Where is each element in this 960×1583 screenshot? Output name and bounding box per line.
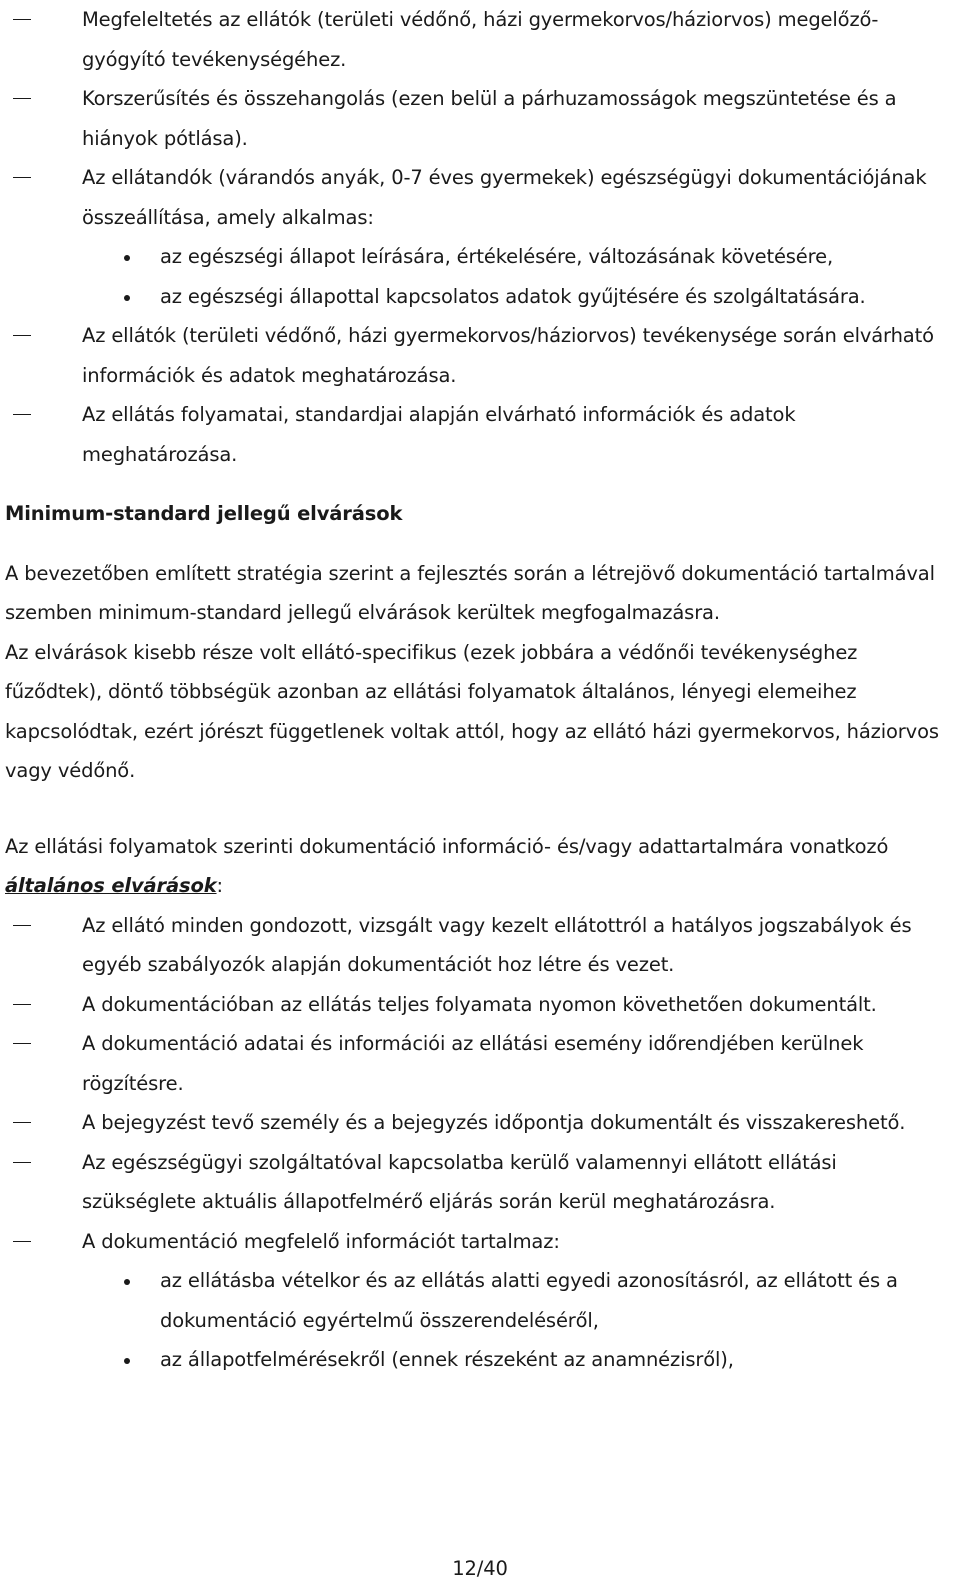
dash-marker — [13, 925, 31, 926]
dash-marker — [13, 1043, 31, 1044]
dash-marker — [13, 1162, 31, 1163]
dash-marker — [13, 19, 31, 20]
document-page — [5, 0, 951, 1380]
dash-marker — [13, 98, 31, 99]
bullet-item-text: az egészségi állapot leírására, értékelésére, változásának követésére, — [160, 245, 833, 268]
list-item — [5, 79, 951, 158]
emphasized-text: általános elvárások — [5, 874, 217, 897]
list-item-text: Az ellátók (területi védőnő, házi gyermekorvos/háziorvos) tevékenysége során elvárható információk és adatok meghatározása. — [82, 324, 934, 387]
dash-marker — [13, 1241, 31, 1242]
sub-bullet-list — [5, 1261, 951, 1380]
list-item — [5, 906, 951, 985]
dash-marker — [13, 414, 31, 415]
list-item — [5, 1103, 951, 1143]
top-list — [5, 0, 951, 474]
bullet-item-text: az egészségi állapottal kapcsolatos adatok gyűjtésére és szolgáltatására. — [160, 284, 866, 308]
bullet-item — [5, 1340, 951, 1380]
list-item-text: Az ellátó minden gondozott, vizsgált vagy kezelt ellátottról a hatályos jogszabályok és egyéb szabályozók alapján dokumentációt hoz létre és vezet. — [82, 913, 912, 976]
dash-marker — [13, 335, 31, 336]
list-item-text: Az ellátás folyamatai, standardjai alapján elvárható információk és adatok meghatározása. — [82, 403, 796, 466]
bullet-item — [5, 1261, 951, 1340]
bullet-item — [5, 277, 951, 317]
dash-marker — [13, 1004, 31, 1005]
list-item — [5, 158, 951, 237]
list-item-text: Korszerűsítés és összehangolás (ezen belül a párhuzamosságok megszüntetése és a hiányok pótlása). — [82, 87, 897, 150]
bottom-list — [5, 906, 951, 1380]
page-number: 12/40 — [452, 1557, 508, 1580]
list-item-text: A dokumentáció megfelelő információt tartalmaz: — [82, 1229, 560, 1253]
list-item — [5, 1024, 951, 1103]
paragraph-text: Az ellátási folyamatok szerinti dokumentáció információ- és/vagy adattartalmára vonatkozó — [5, 834, 889, 858]
list-item-text: A dokumentációban az ellátás teljes folyamata nyomon követhetően dokumentált. — [82, 992, 877, 1016]
bullet-item — [5, 237, 951, 277]
list-item-text: Az ellátandók (várandós anyák, 0-7 éves gyermekek) egészségügyi dokumentációjának összeállítása, amely alkalmas: — [82, 166, 927, 229]
list-item-text: Megfeleltetés az ellátók (területi védőnő, házi gyermekorvos/háziorvos) megelőző-gyógyító tevékenységéhez. — [82, 8, 879, 71]
bullet-marker — [124, 1358, 130, 1364]
list-item — [5, 0, 951, 79]
list-item-text: A dokumentáció adatai és információi az ellátási esemény időrendjében kerülnek rögzítésre. — [82, 1032, 864, 1095]
bullet-item-text: az ellátásba vételkor és az ellátás alatti egyedi azonosításról, az ellátott és a dokumentáció egyértelmű összerendeléséről, — [160, 1269, 898, 1332]
bullet-marker — [124, 255, 130, 261]
list-item — [5, 1222, 951, 1262]
list-item — [5, 395, 951, 474]
dash-marker — [13, 177, 31, 178]
section-heading: Minimum-standard jellegű elvárások — [5, 502, 403, 525]
bullet-marker — [124, 295, 130, 301]
bullet-marker — [124, 1279, 130, 1285]
dash-marker — [13, 1122, 31, 1123]
list-item-text: A bejegyzést tevő személy és a bejegyzés időpontja dokumentált és visszakereshető. — [82, 1111, 906, 1134]
paragraph-text: : — [216, 874, 223, 897]
list-item — [5, 1143, 951, 1222]
sub-bullet-list — [5, 237, 951, 316]
list-item-text: Az egészségügyi szolgáltatóval kapcsolatba kerülő valamennyi ellátott ellátási szükséglete aktuális állapotfelmérő eljárás során kerül meghatározásra. — [82, 1150, 837, 1213]
paragraph: A bevezetőben említett stratégia szerint a fejlesztés során a létrejövő dokumentáció tartalmával szemben minimum-standard jellegű elvárások kerültek megfogalmazásra. — [5, 561, 935, 624]
list-item — [5, 316, 951, 395]
list-item — [5, 985, 951, 1025]
paragraph: Az elvárások kisebb része volt ellátó-specifikus (ezek jobbára a védőnői tevékenységhez fűződtek), döntő többségük azonban az ellátási folyamatok általános, lényegi elemeihez kapcsolódtak, ezért jórészt függetlenek voltak attól, hogy az ellátó házi gyermekorvos, háziorvos vagy védőnő. — [5, 640, 939, 782]
bullet-item-text: az állapotfelmérésekről (ennek részeként az anamnézisről), — [160, 1348, 734, 1371]
paragraph — [5, 827, 951, 906]
